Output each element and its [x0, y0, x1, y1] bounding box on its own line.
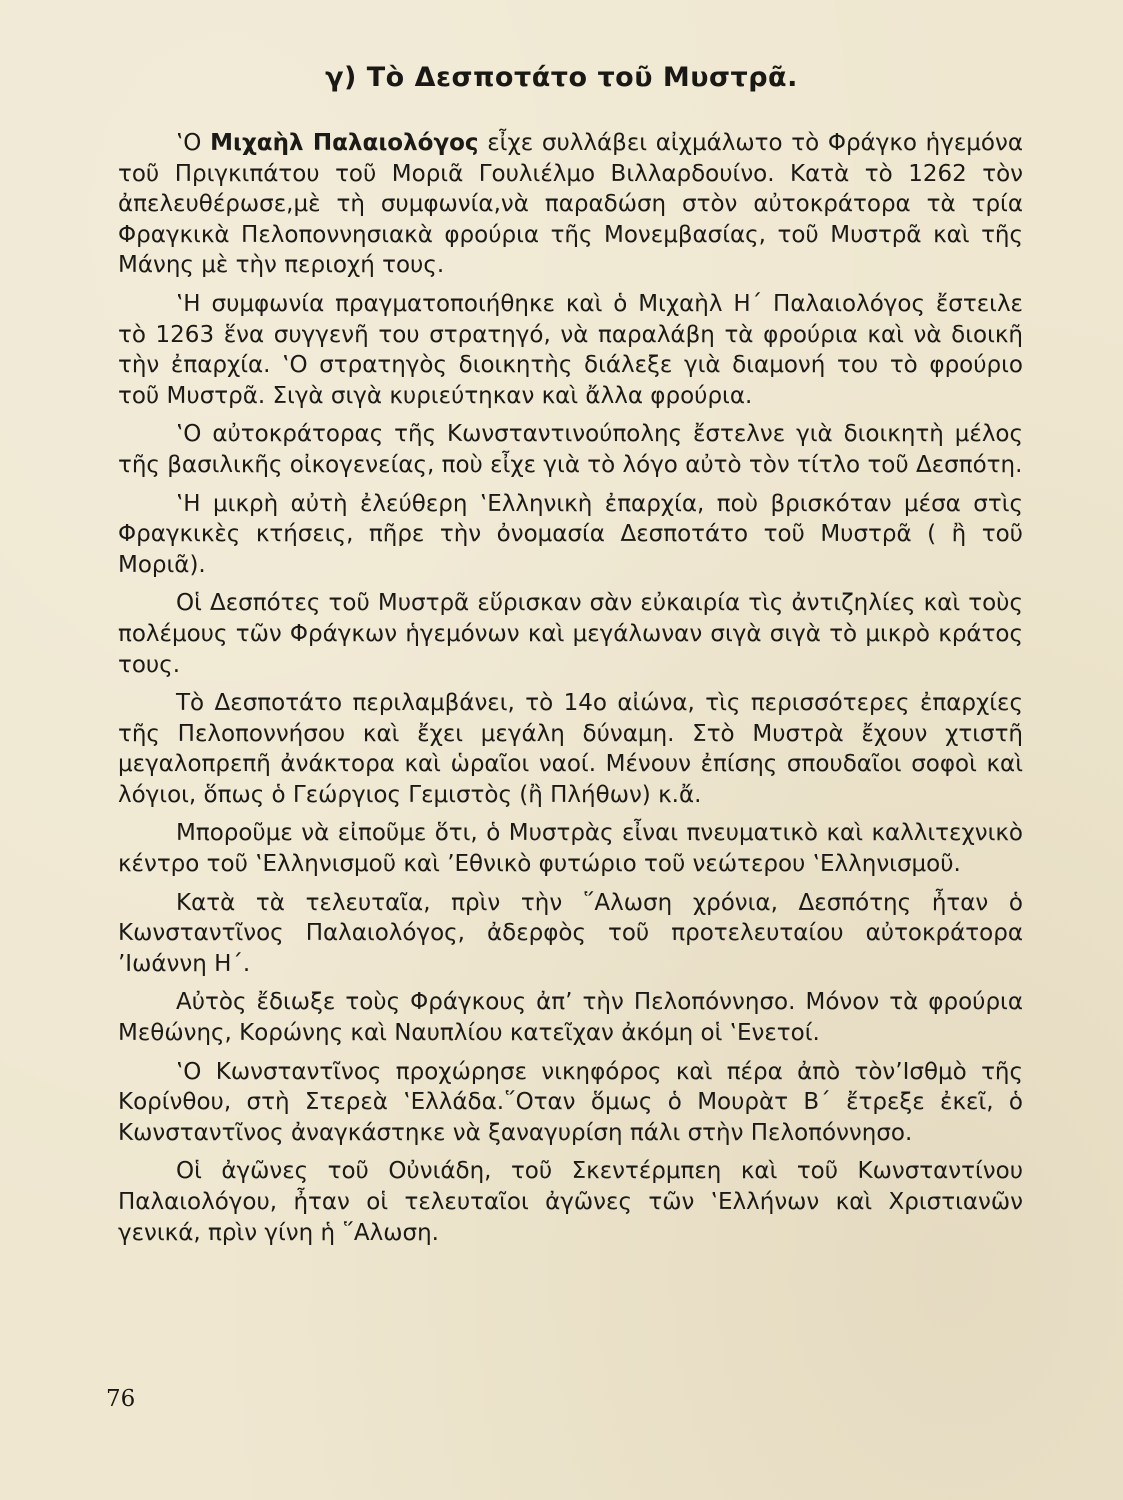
- paragraph-text: ‛Η μικρὴ αὐτὴ ἐλεύθερη ‛Ελληνικὴ ἐπαρχία, ποὺ βρισκόταν μέσα στὶς Φραγκικὲς κτήσεις, πῆρε τὴν ὀνομασία Δεσποτάτο τοῦ Μυστρᾶ ( ἢ τοῦ Μοριᾶ).: [118, 490, 1023, 578]
- paragraph-text: Τὸ Δεσποτάτο περιλαμβάνει, τὸ 14ο αἰώνα, τὶς περισσότερες ἐπαρχίες τῆς Πελοποννήσου καὶ ἔχει μεγάλη δύναμη. Στὸ Μυστρὰ ἔχουν χτιστῆ μεγαλοπρεπῆ ἀνάκτορα καὶ ὡραῖοι ναοί. Μένουν ἐπίσης σπουδαῖοι σοφοὶ καὶ λόγιοι, ὅπως ὁ Γεώργιος Γεμιστὸς (ἢ Πλήθων) κ.ἄ.: [118, 690, 1023, 808]
- paragraph: [118, 588, 1023, 680]
- paragraph: [118, 489, 1023, 581]
- paragraph: [118, 888, 1023, 980]
- paragraph: [118, 128, 1023, 281]
- paragraph-text: ‛Ο αὐτοκράτορας τῆς Κωνσταντινούπολης ἔστελνε γιὰ διοικητὴ μέλος τῆς βασιλικῆς οἰκογενείας, ποὺ εἶχε γιὰ τὸ λόγο αὐτὸ τὸν τίτλο τοῦ Δεσπότη.: [118, 421, 1023, 478]
- paragraph: [118, 1156, 1023, 1248]
- bold-name: Μιχαὴλ Παλαιολόγος: [210, 130, 479, 156]
- paragraph-text: Μποροῦμε νὰ εἰποῦμε ὅτι, ὁ Μυστρὰς εἶναι πνευματικὸ καὶ καλλιτεχνικὸ κέντρο τοῦ ‛Ελληνισμοῦ καὶ ’Εθνικὸ φυτώριο τοῦ νεώτερου ‛Ελληνισμοῦ.: [118, 820, 1023, 878]
- paragraph: [118, 987, 1023, 1048]
- paragraph-text: Οἱ Δεσπότες τοῦ Μυστρᾶ εὕρισκαν σὰν εὐκαιρία τὶς ἀντιζηλίες καὶ τοὺς πολέμους τῶν Φράγκων ἡγεμόνων καὶ μεγάλωναν σιγὰ σιγὰ τὸ μικρὸ κράτος τους.: [118, 590, 1023, 678]
- paragraph-text: Κατὰ τὰ τελευταῖα, πρὶν τὴν ῞Αλωση χρόνια, Δεσπότης ἦταν ὁ Κωνσταντῖνος Παλαιολόγος, ἀδερφὸς τοῦ προτελευταίου αὐτοκράτορα ’Ιωάννη Η΄.: [118, 889, 1023, 977]
- paragraph-text: εἶχε συλλάβει αἰχμάλωτο τὸ Φράγκο ἡγεμόνα τοῦ Πριγκιπάτου τοῦ Μοριᾶ Γουλιέλμο Βιλλαρδουίνο. Κατὰ τὸ 1262 τὸν ἀπελευθέρωσε,μὲ τὴ συμφωνία,νὰ παραδώση στὸν αὐτοκράτορα τὰ τρία Φραγκικὰ Πελοποννησιακὰ φρούρια τῆς Μονεμβασίας, τοῦ Μυστρᾶ καὶ τῆς Μάνης μὲ τὴν περιοχή τους.: [118, 130, 1023, 279]
- paragraph-text: Οἱ ἀγῶνες τοῦ Οὐνιάδη, τοῦ Σκεντέρμπεη καὶ τοῦ Κωνσταντίνου Παλαιολόγου, ἦταν οἱ τελευταῖοι ἀγῶνες τῶν ‛Ελλήνων καὶ Χριστιανῶν γενικά, πρὶν γίνη ἡ ῞Αλωση.: [118, 1158, 1023, 1246]
- paragraph: [118, 1057, 1023, 1149]
- paragraph: [118, 688, 1023, 810]
- paragraph-text: ‛Ο Κωνσταντῖνος προχώρησε νικηφόρος καὶ πέρα ἀπὸ τὸν’Ισθμὸ τῆς Κορίνθου, στὴ Στερεὰ ‛Ελλάδα.῞Οταν ὅμως ὁ Μουρὰτ Β΄ ἔτρεξε ἐκεῖ, ὁ Κωνσταντῖνος ἀναγκάστηκε νὰ ξαναγυρίση πάλι στὴν Πελοπόννησο.: [118, 1058, 1023, 1146]
- section-title: γ) Τὸ Δεσποτάτο τοῦ Μυστρᾶ.: [325, 62, 798, 93]
- paragraph-lead: ‛Ο: [176, 130, 211, 156]
- page-number: 76: [106, 1386, 136, 1412]
- paragraph: [118, 419, 1023, 480]
- paragraph-text: Αὐτὸς ἔδιωξε τοὺς Φράγκους ἀπ’ τὴν Πελοπόννησο. Μόνον τὰ φρούρια Μεθώνης, Κορώνης καὶ Ναυπλίου κατεῖχαν ἀκόμη οἱ ‛Ενετοί.: [118, 989, 1023, 1047]
- paragraph: [118, 289, 1023, 411]
- body-text: [118, 128, 1023, 1256]
- paragraph: [118, 818, 1023, 879]
- paragraph-text: ‛Η συμφωνία πραγματοποιήθηκε καὶ ὁ Μιχαὴλ Η΄ Παλαιολόγος ἔστειλε τὸ 1263 ἕνα συγγενῆ του στρατηγό, νὰ παραλάβη τὰ φρούρια καὶ νὰ διοικῆ τὴν ἐπαρχία. ‛Ο στρατηγὸς διοικητὴς διάλεξε γιὰ διαμονή του τὸ φρούριο τοῦ Μυστρᾶ. Σιγὰ σιγὰ κυριεύτηκαν καὶ ἄλλα φρούρια.: [118, 290, 1023, 409]
